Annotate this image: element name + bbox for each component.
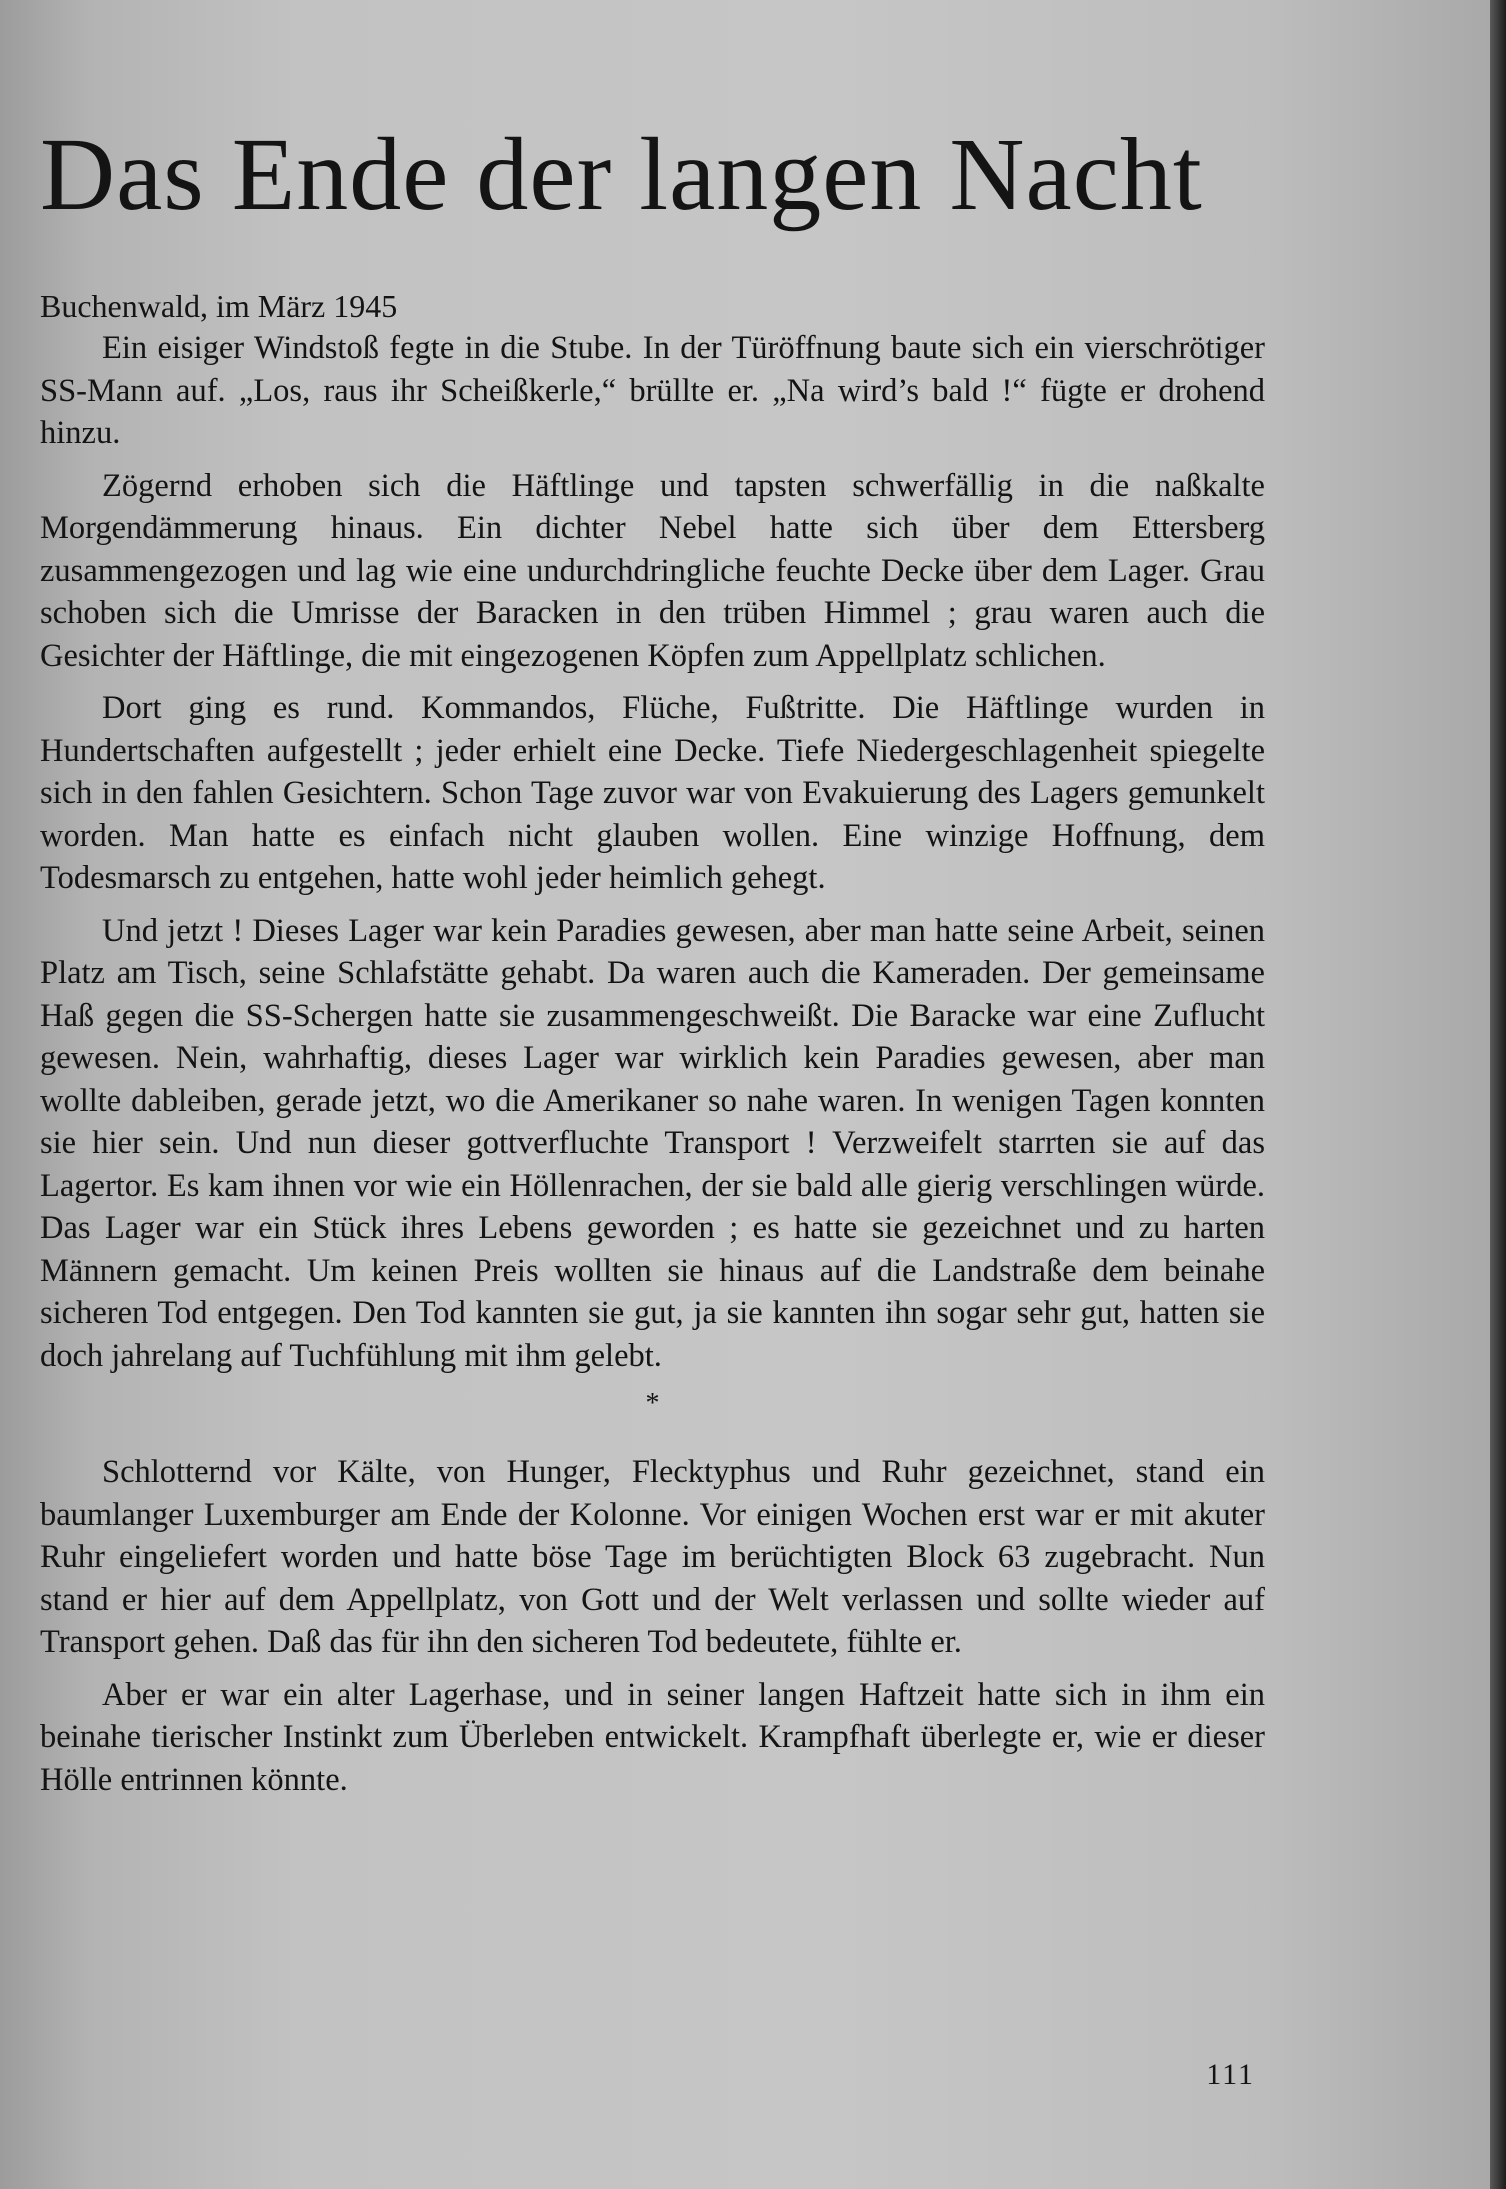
page-number: 111: [1206, 2058, 1255, 2091]
chapter-title: Das Ende der langen Nacht: [40, 117, 1203, 232]
section-separator: *: [645, 1388, 660, 1420]
place-date-line: Buchenwald, im März 1945: [40, 288, 398, 325]
page-edge-shadow: [1490, 0, 1506, 2189]
paragraph: Und jetzt ! Dieses Lager war kein Paradies gewesen, aber man hatte seine Arbeit, seinen Platz am Tisch, seine Schlafstätte gehabt. Da waren auch die Kameraden. Der gemeinsame Haß gegen die SS-Schergen hatte sie zusammengeschweißt. Die Baracke war eine Zuflucht gewesen. Nein, wahrhaftig, dieses Lager war wirklich kein Paradies gewesen, aber man wollte dableiben, gerade jetzt, wo die Amerikaner so nahe waren. In wenigen Tagen konnten sie hier sein. Und nun dieser gottverfluchte Transport ! Verzweifelt starrten sie auf das Lagertor. Es kam ihnen vor wie ein Höllenrachen, der sie bald alle gierig verschlingen würde. Das Lager war ein Stück ihres Lebens geworden ; es hatte sie gezeichnet und zu harten Männern gemacht. Um keinen Preis wollten sie hinaus auf die Landstraße dem beinahe sicheren Tod entgegen. Den Tod kannten sie gut, ja sie kannten ihn sogar sehr gut, hatten sie doch jahrelang auf Tuchfühlung mit ihm gelebt.: [40, 912, 1265, 1374]
page-text-block: [40, 117, 1265, 1811]
paragraph: Dort ging es rund. Kommandos, Flüche, Fußtritte. Die Häftlinge wurden in Hundertschaften aufgestellt ; jeder erhielt eine Decke. Tiefe Niedergeschlagenheit spiegelte sich in den fahlen Gesichtern. Schon Tage zuvor war von Evakuierung des Lagers gemunkelt worden. Man hatte es einfach nicht glauben wollen. Eine winzige Hoffnung, dem Todesmarsch zu entgehen, hatte wohl jeder heimlich gehegt.: [40, 690, 1265, 897]
paragraph: Zögernd erhoben sich die Häftlinge und tapsten schwerfällig in die naßkalte Morgendämmerung hinaus. Ein dichter Nebel hatte sich über dem Ettersberg zusammengezogen und lag wie eine undurchdringliche feuchte Decke über dem Lager. Grau schoben sich die Umrisse der Baracken in den trüben Himmel ; grau waren auch die Gesichter der Häftlinge, die mit eingezogenen Köpfen zum Appellplatz schlichen.: [40, 467, 1265, 674]
paragraph: Aber er war ein alter Lagerhase, und in seiner langen Haftzeit hatte sich in ihm ein beinahe tierischer Instinkt zum Überleben entwickelt. Krampfhaft überlegte er, wie er dieser Hölle entrinnen könnte.: [40, 1676, 1265, 1798]
paragraph: Ein eisiger Windstoß fegte in die Stube. In der Türöffnung baute sich ein vierschrötiger SS-Mann auf. „Los, raus ihr Scheißkerle,“ brüllte er. „Na wird’s bald !“ fügte er drohend hinzu.: [40, 330, 1265, 452]
paragraph: Schlotternd vor Kälte, von Hunger, Flecktyphus und Ruhr gezeichnet, stand ein baumlanger Luxemburger am Ende der Kolonne. Vor einigen Wochen erst war er mit akuter Ruhr eingeliefert worden und hatte böse Tage im berüchtigten Block 63 zugebracht. Nun stand er hier auf dem Appellplatz, von Gott und der Welt verlassen und sollte wieder auf Transport gehen. Daß das für ihn den sicheren Tod bedeutete, fühlte er.: [40, 1454, 1265, 1661]
